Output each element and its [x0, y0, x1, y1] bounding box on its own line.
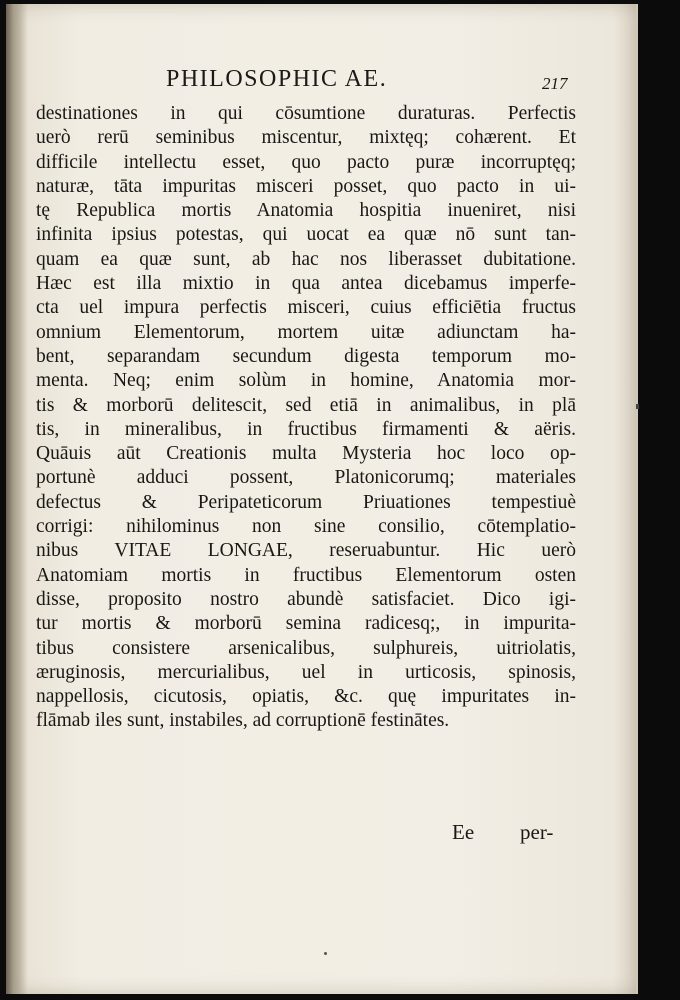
text-line: Anatomiam mortis in fructibus Elementorum osten: [36, 564, 576, 586]
paper-speck: [324, 952, 327, 955]
text-line: corrigi: nihilominus non sine consilio, cōtemplatio-: [36, 516, 576, 538]
text-line: tis, in mineralibus, in fructibus firmamenti & aëris.: [36, 418, 576, 440]
catchword: per-: [520, 820, 554, 844]
page-fore-edge: [636, 4, 638, 994]
text-line: cta uel impura perfectis misceri, cuius efficiētia fructus: [36, 297, 576, 319]
text-line: difficile intellectu esset, quo pacto puræ incorruptęq;: [36, 151, 576, 173]
text-line: quam ea quæ sunt, ab hac nos liberasset dubitatione.: [36, 248, 576, 270]
text-line: flāmab iles sunt, instabiles, ad corruptionē festinātes.: [36, 710, 450, 732]
text-line: disse, proposito nostro abundè satisfaciet. Dico igi-: [36, 588, 576, 610]
text-line: portunè adduci possent, Platonicorumq; materiales: [36, 467, 576, 489]
text-line: defectus & Peripateticorum Priuationes tempestiuè: [36, 491, 576, 513]
book-page: [6, 4, 638, 994]
text-line: menta. Neq; enim solùm in homine, Anatomia mor-: [36, 370, 576, 392]
text-line: nibus VITAE LONGAE, reseruabuntur. Hic uerò: [36, 540, 576, 562]
text-line: destinationes in qui cōsumtione duraturas. Perfectis: [36, 103, 576, 124]
body-text: [36, 102, 576, 734]
running-head: PHILOSOPHIC AE.: [166, 66, 388, 92]
text-line: infinita ipsius potestas, qui uocat ea quæ nō sunt tan-: [36, 224, 576, 246]
text-line: æruginosis, mercurialibus, uel in urticosis, spinosis,: [36, 661, 576, 683]
text-line: nappellosis, cicutosis, opiatis, &c. quę impuritates in-: [36, 686, 576, 708]
text-line: bent, separandam secundum digesta temporum mo-: [36, 345, 576, 367]
text-line: Hæc est illa mixtio in qua antea dicebamus imperfe-: [36, 273, 576, 295]
page-gutter-shadow: [6, 4, 28, 994]
text-line: Quāuis aūt Creationis multa Mysteria hoc loco op-: [36, 443, 576, 465]
text-line: omnium Elementorum, mortem uitæ adiunctam ha-: [36, 321, 576, 343]
text-line: tę Republica mortis Anatomia hospitia inueniret, nisi: [36, 200, 576, 222]
text-line: uerò rerū seminibus miscentur, mixtęq; cohærent. Et: [36, 127, 576, 149]
text-line: tis & morborū delitescit, sed etiā in animalibus, in plā: [36, 394, 576, 416]
page-number: 217: [542, 74, 568, 93]
text-line: tibus consistere arsenicalibus, sulphureis, uitriolatis,: [36, 637, 576, 659]
text-line: naturæ, tāta impuritas misceri posset, quo pacto in ui-: [36, 175, 576, 197]
signature-mark: Ee: [452, 820, 475, 844]
text-line: tur mortis & morborū semina radicesq;, in impurita-: [36, 613, 576, 635]
edge-mark: [636, 404, 639, 409]
